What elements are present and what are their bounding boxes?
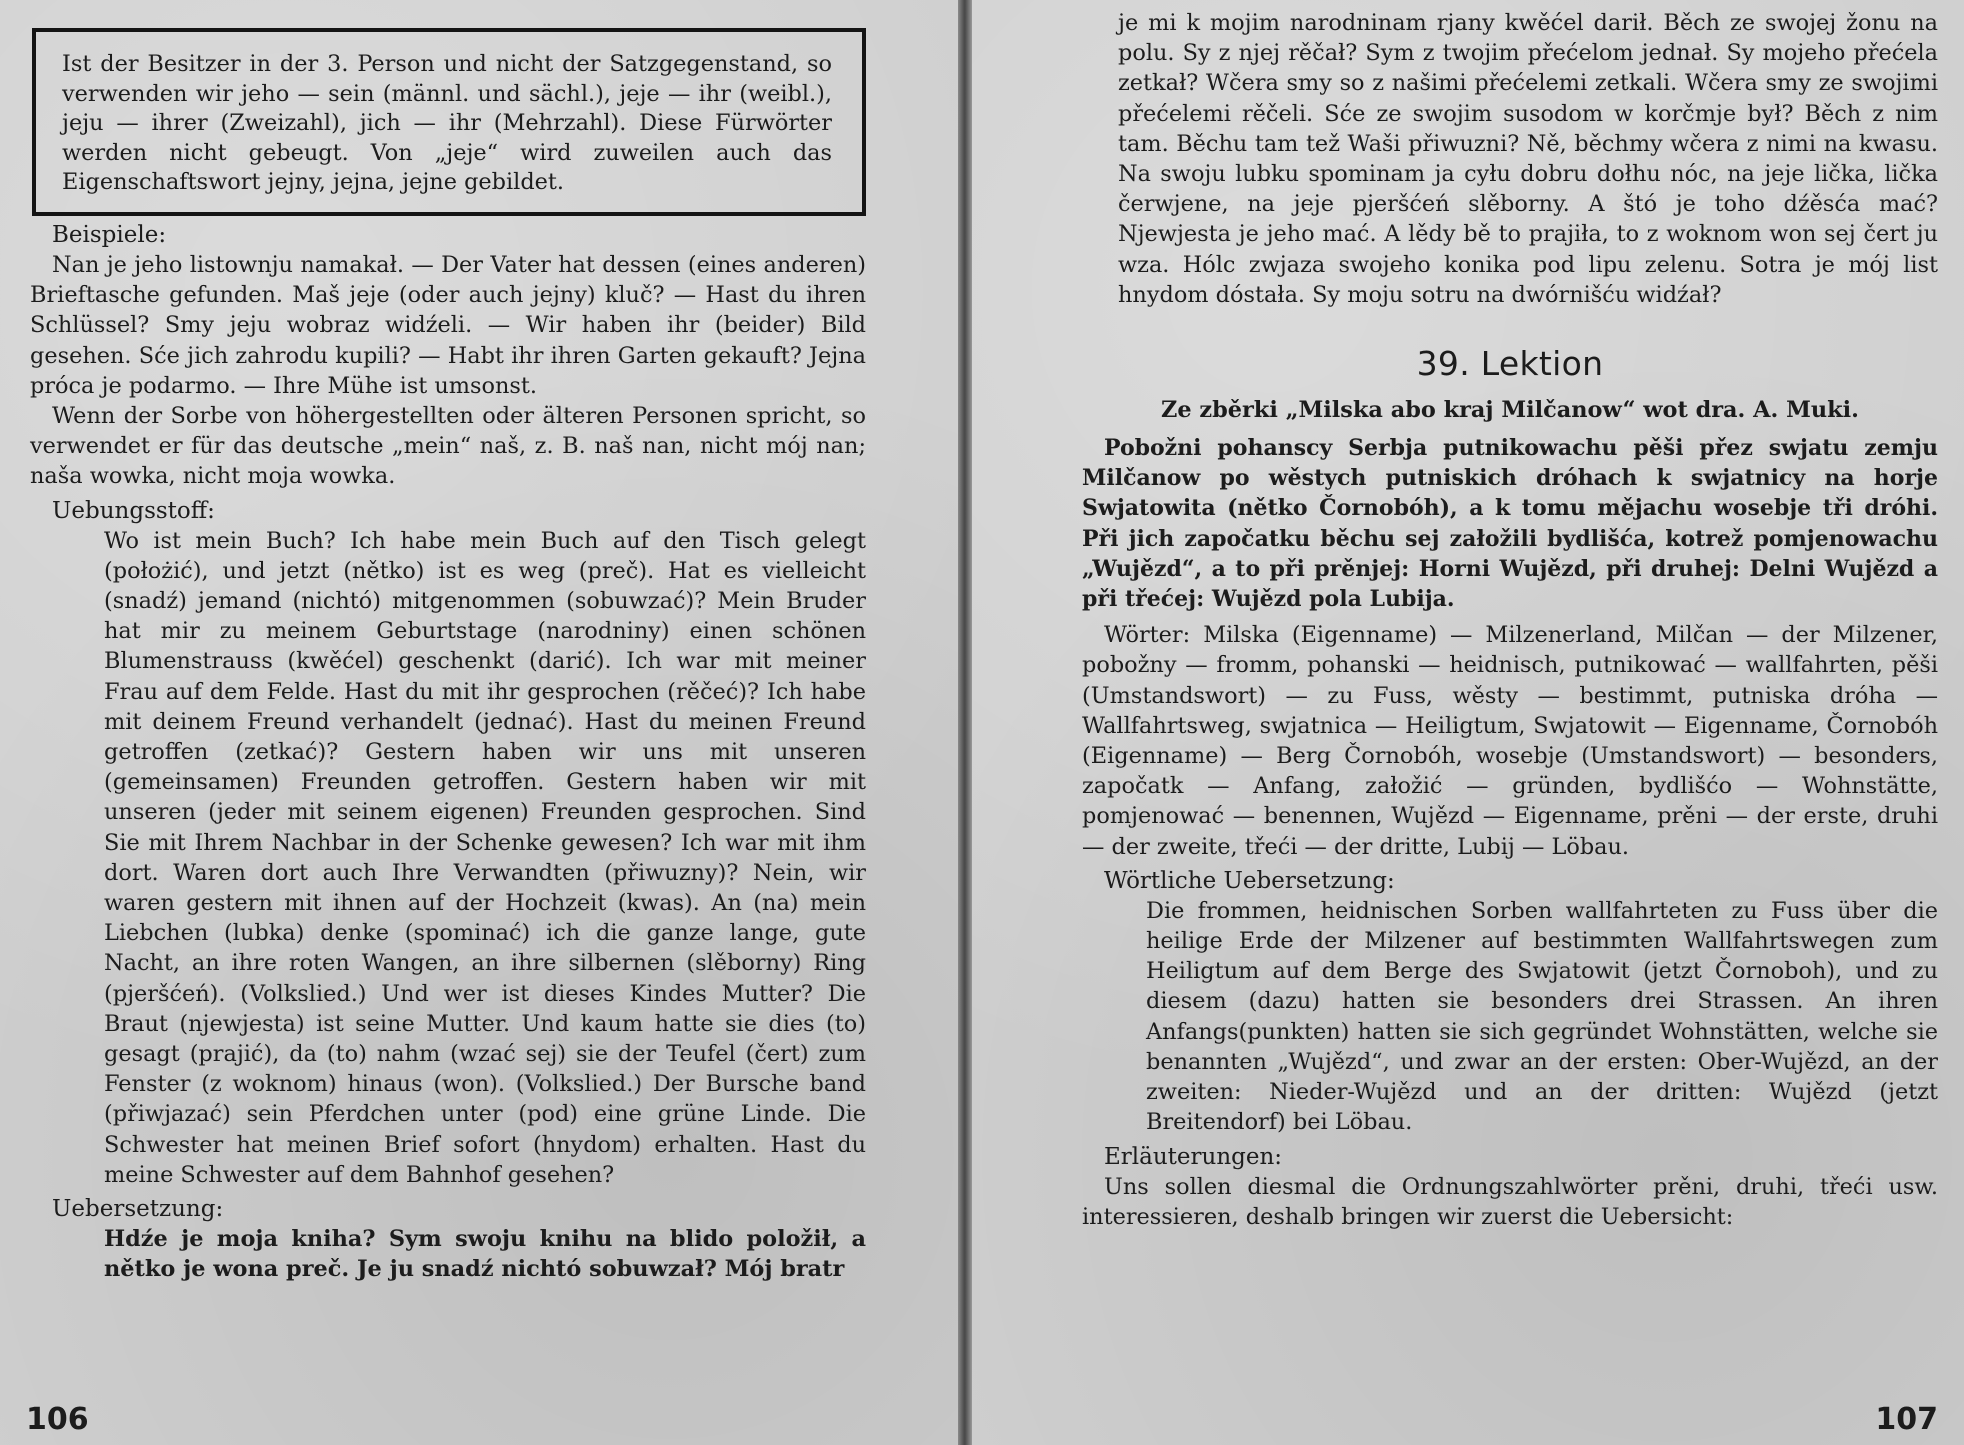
vocabulary-label: Wörter: [1104, 622, 1191, 649]
translation-text: Hdźe je moja kniha? Sym swoju knihu na blido položił, a nětko je wona preč. Je ju snadź nichtó sobuwzał? Mój bratr [104, 1226, 866, 1283]
literal-translation-heading: Wörtliche Uebersetzung: [1104, 867, 1395, 894]
right-page [972, 0, 1964, 1445]
lesson-title: 39. Lektion [1416, 344, 1604, 384]
page-number-right: 107 [1875, 1402, 1938, 1437]
examples-heading: Beispiele: [52, 221, 167, 248]
exercise-text: Wo ist mein Buch? Ich habe mein Buch auf den Tisch gelegt (położić), und jetzt (nětko) ist es weg (preč). Hat es vielleicht (snadź) jemand (nichtó) mitgenommen (sobuwzać)? Mein Bruder hat mir zu meinem Geburtstage (narodniny) einen schönen Blumenstrauss (kwěćel) geschenkt (darić). Ich war mit meiner Frau auf dem Felde. Hast du mit ihr gesprochen (rěčeć)? Ich habe mit deinem Freund verhandelt (jednać). Hast du meinen Freund getroffen (zetkać)? Gestern haben wir uns mit unseren (gemeinsamen) Freunden getroffen. Gestern haben wir mit unseren (jeder mit seinem eigenen) Freunden gesprochen. Sind Sie mit Ihrem Nachbar in der Schenke gewesen? Ich war mit ihm dort. Waren dort auch Ihre Verwandten (přiwuzny)? Nein, wir waren gestern mit ihnen auf der Hochzeit (kwas). An (na) mein Liebchen (lubka) denke (spominać) ich die ganze lange, gute Nacht, an ihre roten Wangen, an ihre silbernen (slěborny) Ring (pjeršćeń). (Volkslied.) Und wer ist dieses Kindes Mutter? Die Braut (njewjesta) ist seine Mutter. Und kaum hatte sie dies (to) gesagt (prajić), da (to) nahm (wzać sej) sie der Teufel (čert) zum Fenster (z woknom) hinaus (won). (Volkslied.) Der Bursche band (přiwjazać) sein Pferdchen unter (pod) eine grüne Linde. Die Schwester hat meinen Brief sofort (hnydom) erhalten. Hast du meine Schwester auf dem Bahnhof gesehen? [104, 527, 866, 1188]
literal-translation-text: Die frommen, heidnischen Sorben wallfahrteten zu Fuss über die heilige Erde der Milzener auf bestimmten Wallfahrtswegen zum Heiligtum auf dem Berge des Swjatowit (jetzt Čornoboh), und zu diesem (dazu) hatten sie besonders drei Strassen. An ihren Anfangs(punkten) hatten sie sich gegründet Wohnstätten, welche sie benannten „Wujězd“, und zwar an der ersten: Ober-Wujězd, an der zweiten: Nieder-Wujězd und an der dritten: Wujězd (jetzt Breitendorf) bei Löbau. [1146, 897, 1938, 1136]
note-text: Wenn der Sorbe von höhergestellten oder älteren Personen spricht, so verwendet er für das deutsche „mein“ naš, z. B. naš nan, nicht mój nan; naša wowka, nicht moja wowka. [30, 402, 866, 490]
page-number-left: 106 [26, 1402, 89, 1437]
translation-heading: Uebersetzung: [52, 1196, 224, 1223]
source-line: Ze zběrki „Milska abo kraj Milčanow“ wot dra. A. Muki. [1161, 397, 1859, 424]
exercise-heading: Uebungsstoff: [52, 497, 215, 524]
book-gutter [958, 0, 972, 1445]
left-page [0, 0, 958, 1445]
grammar-rule-box [32, 28, 866, 216]
explanations-text: Uns sollen diesmal die Ordnungszahlwörter prěni, druhi, třeći usw. interessieren, deshalb bringen wir zuerst die Uebersicht: [1082, 1173, 1938, 1230]
examples-text: Nan je jeho listownju namakał. — Der Vater hat dessen (eines anderen) Brieftasche gefunden. Maš jeje (oder auch jejny) kluč? — Hast du ihren Schlüssel? Smy jeju wobraz widźeli. — Wir haben ihr (beider) Bild gesehen. Sće jich zahrodu kupili? — Habt ihr ihren Garten gekauft? Jejna próca je podarmo. — Ihre Mühe ist umsonst. [30, 251, 866, 399]
grammar-rule-text: Ist der Besitzer in der 3. Person und nicht der Satzgegenstand, so verwenden wir jeho — sein (männl. und sächl.), jeje — ihr (weibl.), jeju — ihrer (Zweizahl), jich — ihr (Mehrzahl). Diese Fürwörter werden nicht gebeugt. Von „jeje“ wird zuweilen auch das Eigenschaftswort jejny, jejna, jejne gebildet. [62, 51, 832, 196]
vocabulary-text [1082, 620, 1938, 862]
translation-continuation: je mi k mojim narodninam rjany kwěćel darił. Běch ze swojej žonu na polu. Sy z njej rěčał? Sym z twojim přećelom jednał. Sy mojeho přećela zetkał? Wčera smy so z našimi přećelemi zetkali. Wčera smy ze swojimi přećelemi rěčeli. Sće ze swojim susodom w korčmje był? Běch z nim tam. Běchu tam tež Waši přiwuzni? Ně, běchmy wčera z nimi na kwasu. Na swoju lubku spominam ja cyłu dobru dołhu nóc, na jeje lička, lička čerwjene, na jeje pjeršćeń slěborny. A štó je toho dźěsća mać? Njewjesta je jeho mać. A lědy bě to prajiła, to z woknom won sej čert ju wza. Hólc zwjaza swojeho konika pod lipu zelenu. Sotra je mój list hnydom dóstała. Sy moju sotru na dwórnišću widźał? [1118, 10, 1938, 308]
vocabulary-list: Milska (Eigenname) — Milzenerland, Milčan — der Milzener, pobožny — fromm, pohanski — heidnisch, putnikować — wallfahrten, pěši (Umstandswort) — zu Fuss, wěsty — bestimmt, putniska dróha — Wallfahrtsweg, swjatnica — Heiligtum, Swjatowit — Eigenname, Čornobóh (Eigenname) — Berg Čornobóh, wosebje (Umstandswort) — besonders, započatk — Anfang, załožić — gründen, bydlišćo — Wohnstätte, pomjenować — benennen, Wujězd — Eigenname, prěni — der erste, druhi — der zweite, třeći — der dritte, Lubij — Löbau. [1082, 622, 1939, 860]
explanations-heading: Erläuterungen: [1104, 1143, 1283, 1170]
reading-text: Pobožni pohanscy Serbja putnikowachu pěši přez swjatu zemju Milčanow po wěstych putniskich dróhach k swjatnicy na horje Swjatowita (nětko Čornobóh), a k tomu mějachu wosebje tři dróhi. Při jich započatku běchu sej załožili bydlišća, kotrež pomjenowachu „Wujězd“, a to při prěnjej: Horni Wujězd, při druhej: Delni Wujězd a při třećej: Wujězd pola Lubija. [1082, 435, 1938, 613]
